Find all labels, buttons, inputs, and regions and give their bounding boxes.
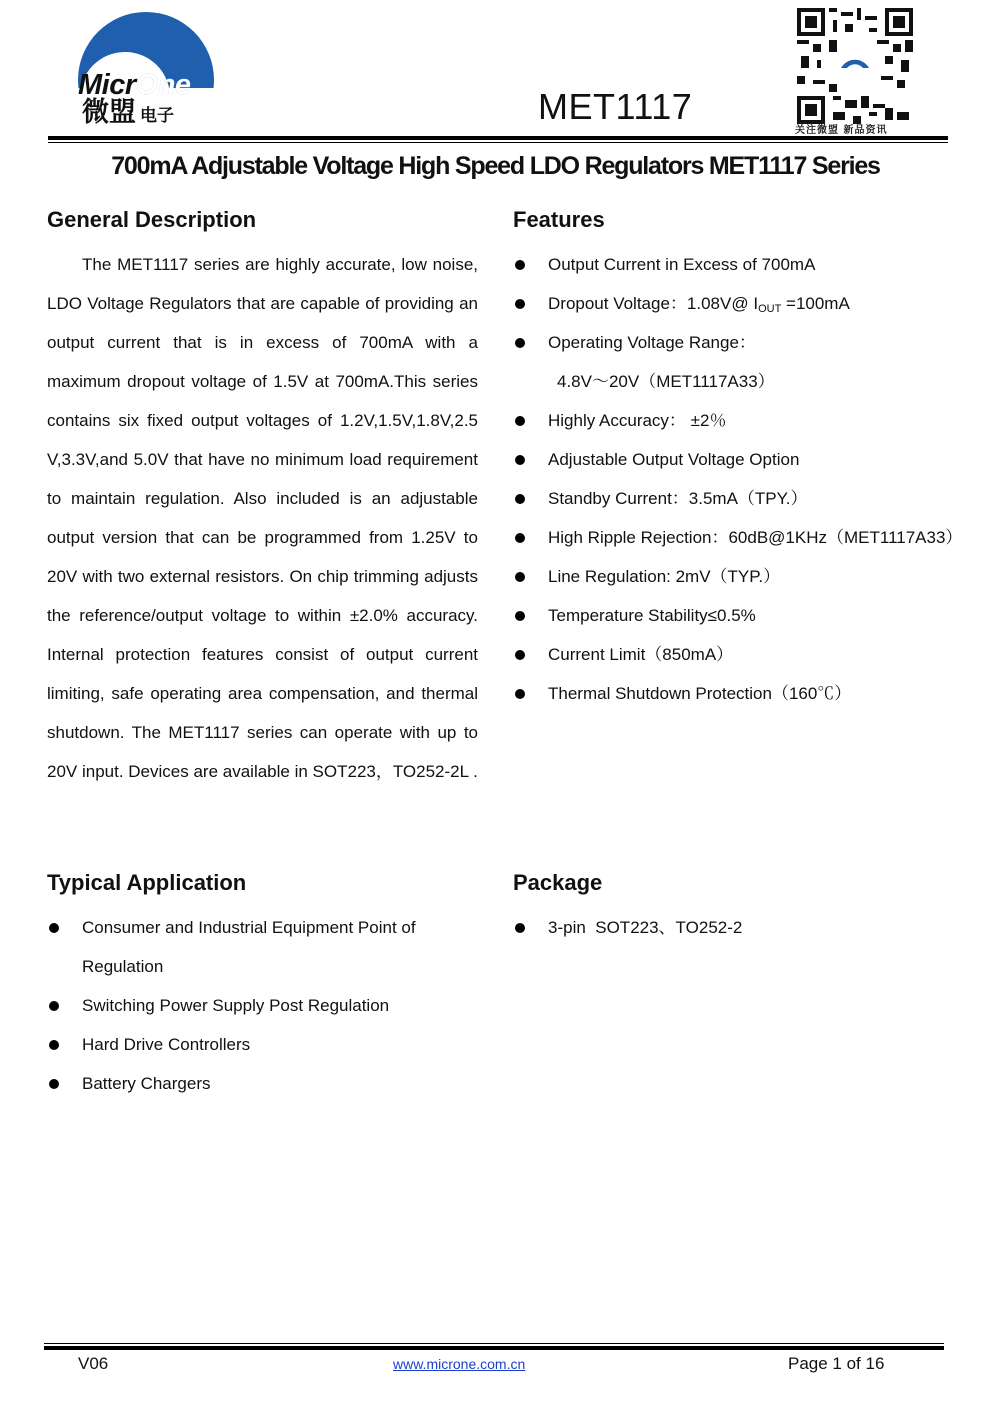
- bullet-icon: [49, 1040, 59, 1050]
- page-title: 700mA Adjustable Voltage High Speed LDO Regulators MET1117 Series: [111, 152, 880, 180]
- list-item: Consumer and Industrial Equipment Point of: [47, 908, 487, 947]
- footer-rule-thick: [44, 1346, 944, 1350]
- list-item: Line Regulation: 2mV（TYP.）: [513, 557, 973, 596]
- header-rule-thick: [48, 136, 948, 140]
- list-item: Dropout Voltage：1.08V@ $I_{OUT} =100mA$: [513, 284, 973, 323]
- bullet-icon: [515, 260, 525, 270]
- general-description-text: The MET1117 series are highly accurate, low noise, LDO Voltage Regulators that are capable of providing an output current that is in excess of 700mA with a maximum dropout voltage of 1.5V at 700mA.This series contains six fixed output voltages of 1.2V,1.5V,1.8V,2.5 V,3.3V,and 5.0V that have no minimum load requirement to maintain regulation. Also included is an adjustable output version that can be programmed from 1.25V to 20V with two external resistors. On chip trimming adjusts the reference/output voltage to within ±2.0% accuracy. Internal protection features consist of output current limiting, safe operating area compensation, and thermal shutdown. The MET1117 series can operate with up to 20V input. Devices are available in SOT223，TO252-2L .: [47, 255, 478, 781]
- list-item: Switching Power Supply Post Regulation: [47, 986, 487, 1025]
- list-item: Output Current in Excess of 700mA: [513, 245, 973, 284]
- qr-code-icon: [797, 8, 913, 124]
- list-item: Battery Chargers: [47, 1064, 487, 1103]
- qr-caption: 关注微盟 新品资讯: [795, 125, 888, 136]
- heading-typical-application: Typical Application: [47, 870, 247, 895]
- list-item: Operating Voltage Range：: [513, 323, 973, 362]
- heading-features: Features: [513, 207, 605, 232]
- bullet-icon: [515, 572, 525, 582]
- microne-logo: [78, 12, 218, 132]
- footer-rule-thin: [44, 1343, 944, 1344]
- features-list: [513, 245, 973, 713]
- bullet-icon: [515, 923, 525, 933]
- list-item: Hard Drive Controllers: [47, 1025, 487, 1064]
- bullet-icon: [515, 533, 525, 543]
- list-item-continuation: Regulation: [82, 957, 164, 976]
- typical-application-list: [47, 908, 487, 1103]
- list-item: 3-pin SOT223、TO252-2: [513, 908, 953, 947]
- logo-brand-latin: MicrOne: [78, 69, 191, 101]
- bullet-icon: [49, 1001, 59, 1011]
- bullet-icon: [515, 455, 525, 465]
- heading-general-description: General Description: [47, 207, 257, 232]
- bullet-icon: [49, 1079, 59, 1089]
- list-item: Thermal Shutdown Protection（160℃）: [513, 674, 973, 713]
- list-item-continuation: 4.8V～20V（MET1117A33）: [557, 372, 775, 391]
- list-item: Standby Current：3.5mA（TPY.）: [513, 479, 973, 518]
- bullet-icon: [49, 923, 59, 933]
- header-rule-thin: [48, 142, 948, 143]
- list-item: Adjustable Output Voltage Option: [513, 440, 973, 479]
- bullet-icon: [515, 611, 525, 621]
- bullet-icon: [515, 650, 525, 660]
- bullet-icon: [515, 299, 525, 309]
- bullet-icon: [515, 689, 525, 699]
- list-item: Highly Accuracy： ±2％: [513, 401, 973, 440]
- package-list: [513, 908, 953, 947]
- footer-website-link[interactable]: www.microne.com.cn: [393, 1356, 526, 1372]
- bullet-icon: [515, 416, 525, 426]
- bullet-icon: [515, 494, 525, 504]
- list-item: Current Limit（850mA）: [513, 635, 973, 674]
- footer-page-number: Page 1 of 16: [788, 1354, 885, 1373]
- bullet-icon: [515, 338, 525, 348]
- document-id: MET1117: [538, 86, 693, 127]
- logo-brand-cn: 微盟 电子: [82, 97, 174, 128]
- list-item: Temperature Stability≤0.5%: [513, 596, 973, 635]
- list-item: High Ripple Rejection：60dB@1KHz（MET1117A33）: [513, 518, 973, 557]
- footer-version: V06: [78, 1354, 109, 1373]
- heading-package: Package: [513, 870, 603, 895]
